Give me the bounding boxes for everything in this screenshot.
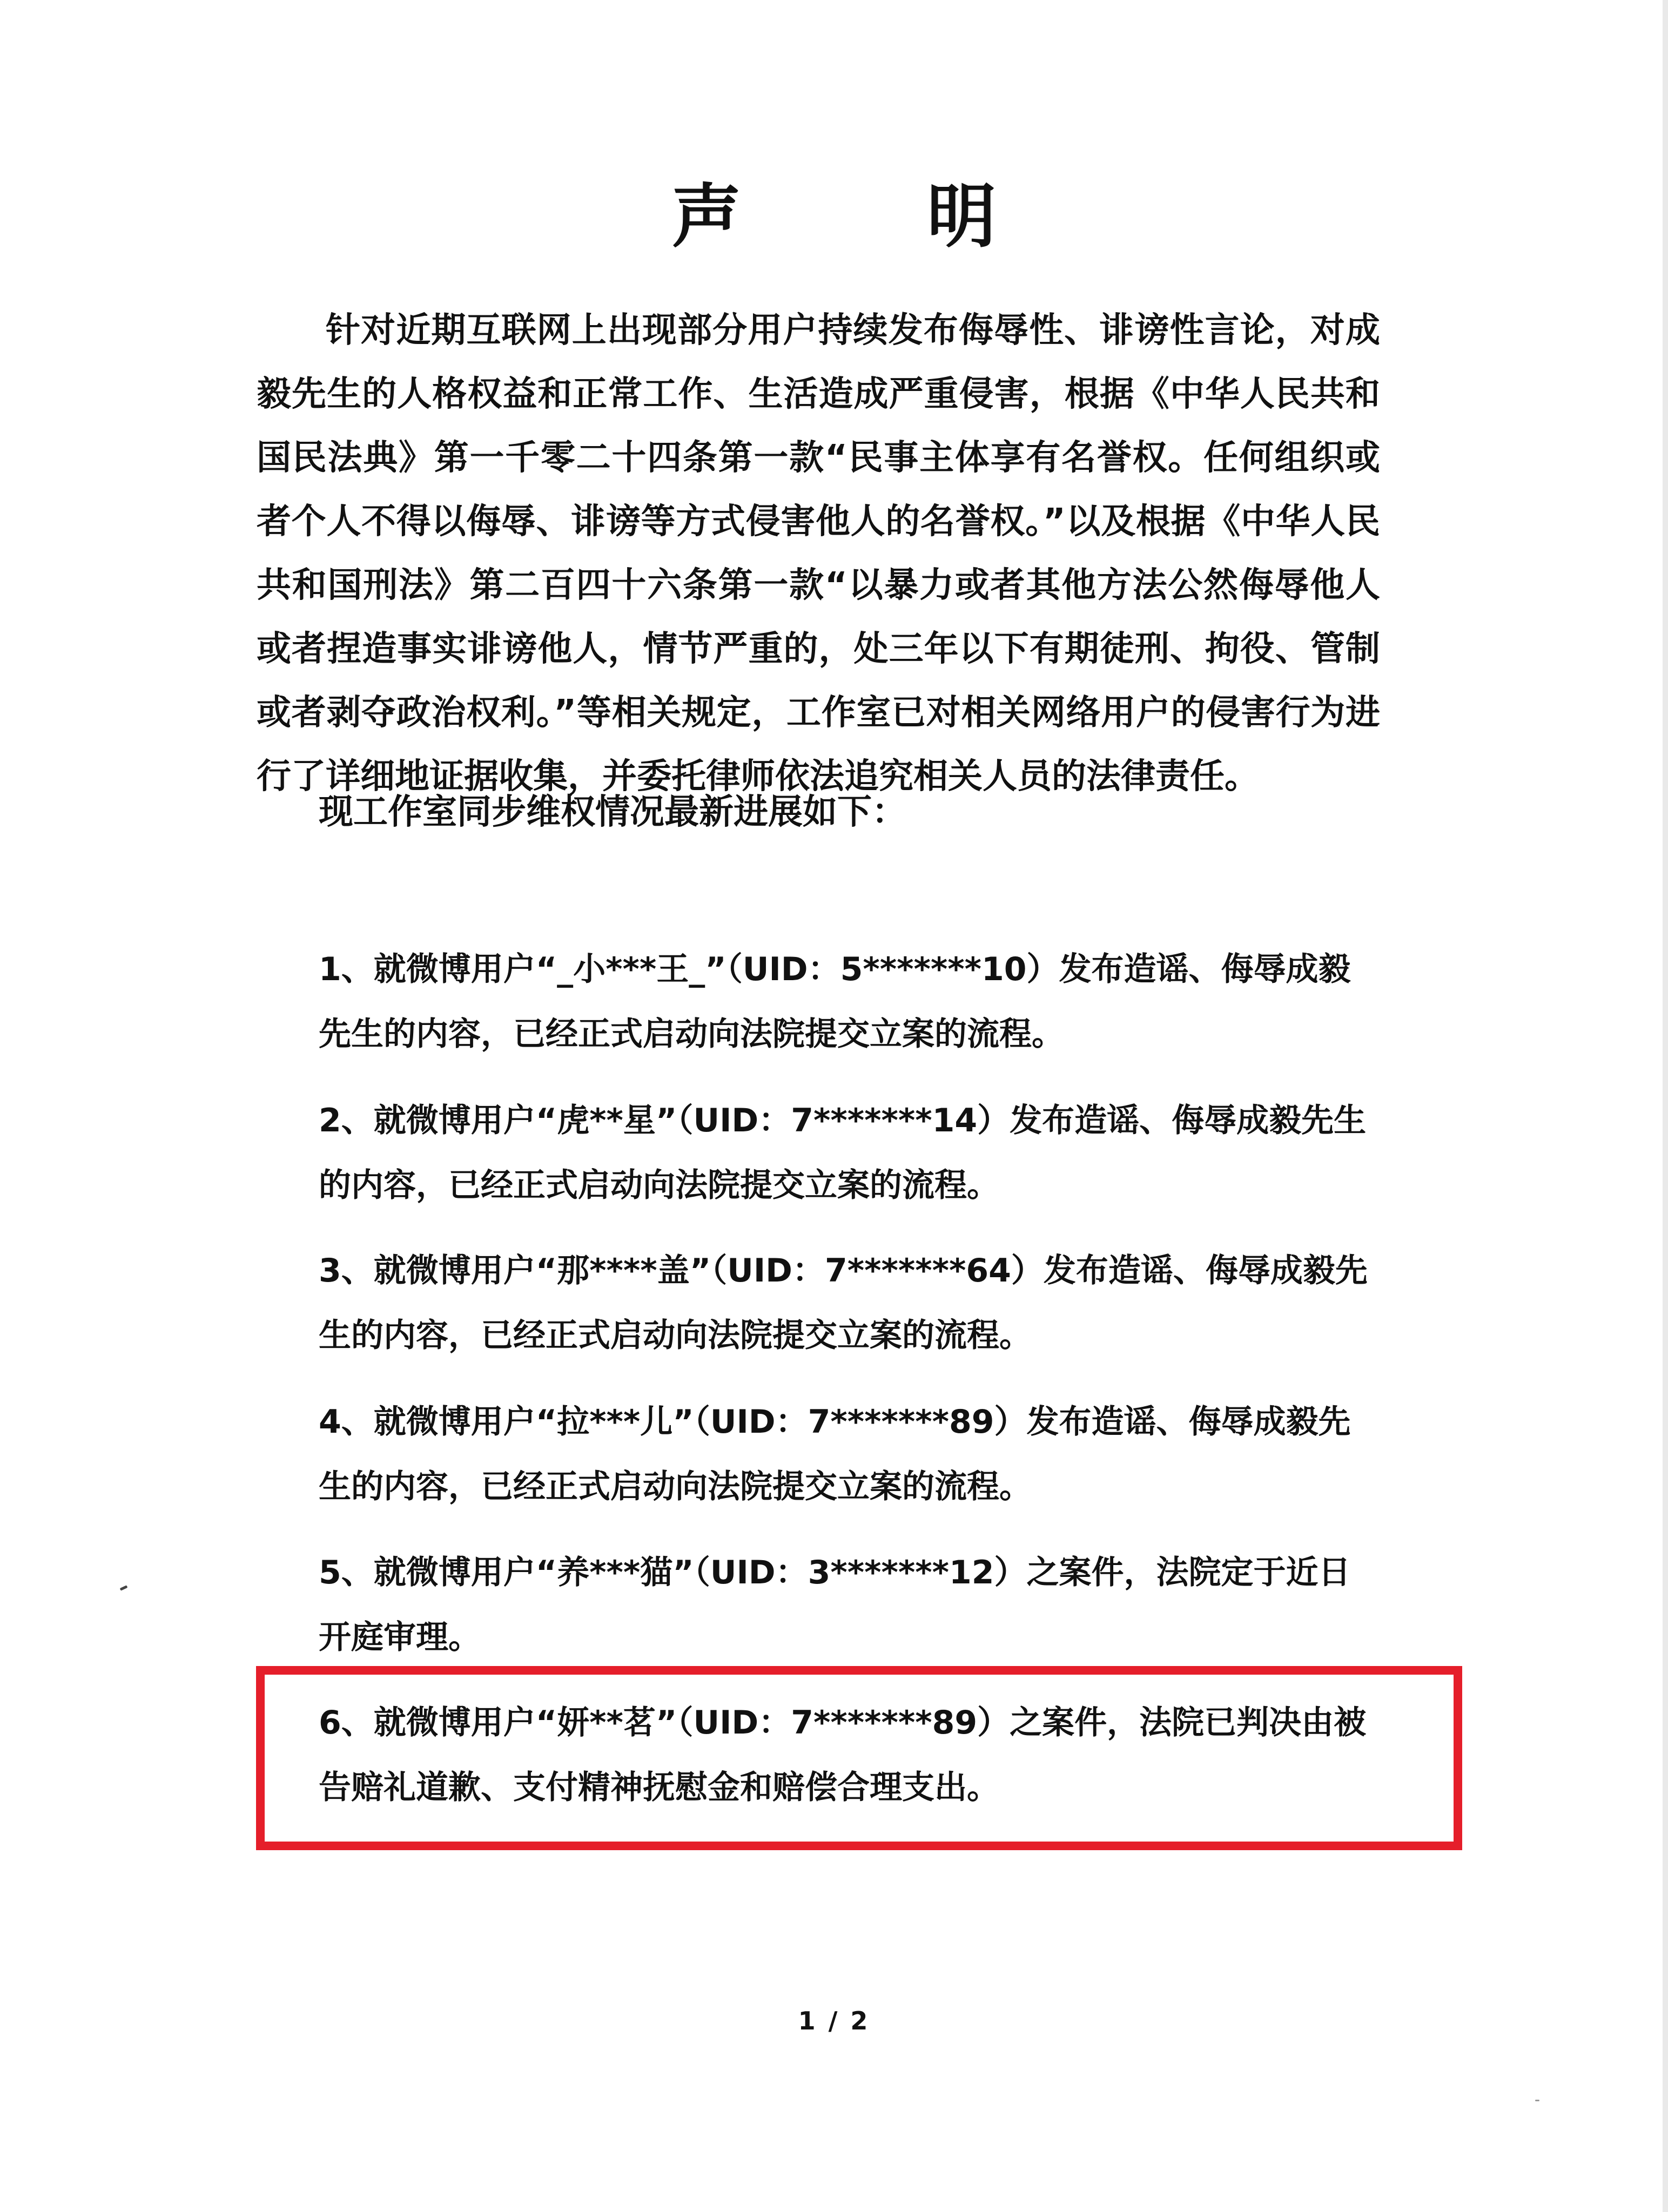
page-number: 1 / 2: [798, 2006, 870, 2035]
scan-edge: [1663, 0, 1668, 2212]
progress-heading: 现工作室同步维权情况最新进展如下：: [319, 792, 906, 832]
list-item: 5、就微博用户“养***猫”（UID：3*******12）之案件，法院定于近日开庭审理。: [319, 1554, 1351, 1656]
list-item: 1、就微博用户“_小***王_”（UID：5*******10）发布造谣、侮辱成毅先生的内容，已经正式启动向法院提交立案的流程。: [319, 950, 1351, 1053]
red-highlight-box: [256, 1666, 1462, 1850]
document-title: 声 明: [671, 176, 1078, 257]
scan-speck: [1535, 2100, 1539, 2101]
list-item-highlighted: 6、就微博用户“妍**茗”（UID：7*******89）之案件，法院已判决由被告赔礼道歉、支付精神抚慰金和赔偿合理支出。: [319, 1704, 1367, 1806]
list-item: 2、就微博用户“虎**星”（UID：7*******14）发布造谣、侮辱成毅先生的内容，已经正式启动向法院提交立案的流程。: [319, 1102, 1367, 1204]
list-item: 4、就微博用户“拉***儿”（UID：7*******89）发布造谣、侮辱成毅先生的内容，已经正式启动向法院提交立案的流程。: [319, 1403, 1351, 1506]
list-item: 3、就微博用户“那****盖”（UID：7*******64）发布造谣、侮辱成毅先生的内容，已经正式启动向法院提交立案的流程。: [319, 1252, 1368, 1354]
intro-paragraph: 针对近期互联网上出现部分用户持续发布侮辱性、诽谤性言论，对成毅先生的人格权益和正常工作、生活造成严重侵害，根据《中华人民共和国民法典》第一千零二十四条第一款“民事主体享有名誉权。任何组织或者个人不得以侮辱、诽谤等方式侵害他人的名誉权。”以及根据《中华人民共和国刑法》第二百四十六条第一款“以暴力或者其他方法公然侮辱他人或者捏造事实诽谤他人，情节严重的，处三年以下有期徒刑、拘役、管制或者剥夺政治权利。”等相关规定，工作室已对相关网络用户的侵害行为进行了详细地证据收集，并委托律师依法追究相关人员的法律责任。: [257, 311, 1380, 797]
scan-speck: [120, 1585, 128, 1590]
